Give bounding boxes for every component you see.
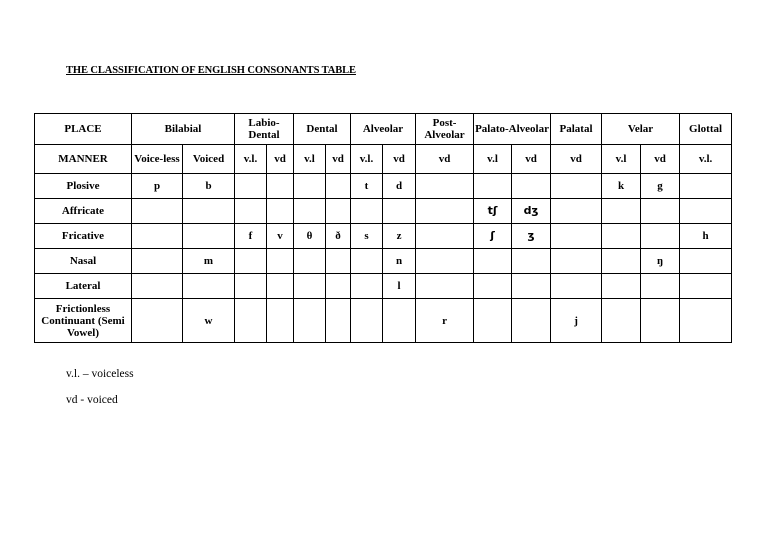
cell-lateral-alveolar-vd: l bbox=[383, 274, 416, 299]
legend-voiced: vd - voiced bbox=[66, 394, 118, 406]
manner-header-row bbox=[35, 145, 732, 174]
row-fricative bbox=[35, 224, 732, 249]
cell-plosive-velar-vd: g bbox=[641, 174, 680, 199]
voicing-palatal-vd: vd bbox=[551, 145, 602, 174]
cell-frictionless-dental-vl bbox=[294, 299, 326, 343]
cell-affricate-post-alveolar-vd bbox=[416, 199, 474, 224]
cell-affricate-velar-vl bbox=[602, 199, 641, 224]
cell-fricative-dental-vd: ð bbox=[326, 224, 351, 249]
cell-lateral-labio-dental-vd bbox=[267, 274, 294, 299]
cell-plosive-palato-alveolar-vd bbox=[512, 174, 551, 199]
manner-fricative: Fricative bbox=[35, 224, 132, 249]
cell-nasal-dental-vd bbox=[326, 249, 351, 274]
cell-lateral-dental-vd bbox=[326, 274, 351, 299]
row-plosive bbox=[35, 174, 732, 199]
voicing-alveolar-vd: vd bbox=[383, 145, 416, 174]
cell-frictionless-palato-alveolar-vd bbox=[512, 299, 551, 343]
cell-frictionless-dental-vd bbox=[326, 299, 351, 343]
place-post-alveolar: Post-Alveolar bbox=[416, 114, 474, 145]
cell-nasal-labio-dental-vl bbox=[235, 249, 267, 274]
consonants-table bbox=[34, 113, 732, 343]
cell-nasal-palato-alveolar-vl bbox=[474, 249, 512, 274]
cell-nasal-dental-vl bbox=[294, 249, 326, 274]
cell-affricate-labio-dental-vl bbox=[235, 199, 267, 224]
place-labio-dental: Labio-Dental bbox=[235, 114, 294, 145]
cell-fricative-bilabial-vl bbox=[132, 224, 183, 249]
voicing-velar-vd: vd bbox=[641, 145, 680, 174]
manner-lateral: Lateral bbox=[35, 274, 132, 299]
cell-fricative-labio-dental-vl: f bbox=[235, 224, 267, 249]
cell-plosive-palatal-vd bbox=[551, 174, 602, 199]
cell-affricate-palato-alveolar-vl: tʃ bbox=[474, 199, 512, 224]
cell-lateral-alveolar-vl bbox=[351, 274, 383, 299]
cell-nasal-labio-dental-vd bbox=[267, 249, 294, 274]
voicing-bilabial-vd: Voiced bbox=[183, 145, 235, 174]
cell-nasal-alveolar-vd: n bbox=[383, 249, 416, 274]
cell-nasal-alveolar-vl bbox=[351, 249, 383, 274]
document-title: THE CLASSIFICATION OF ENGLISH CONSONANTS TABLE bbox=[66, 65, 356, 76]
cell-affricate-palato-alveolar-vd: dʒ bbox=[512, 199, 551, 224]
cell-lateral-dental-vl bbox=[294, 274, 326, 299]
cell-frictionless-labio-dental-vd bbox=[267, 299, 294, 343]
cell-nasal-velar-vd: ŋ bbox=[641, 249, 680, 274]
cell-fricative-velar-vl bbox=[602, 224, 641, 249]
cell-plosive-dental-vl bbox=[294, 174, 326, 199]
cell-affricate-dental-vl bbox=[294, 199, 326, 224]
place-palatal: Palatal bbox=[551, 114, 602, 145]
cell-plosive-bilabial-vd: b bbox=[183, 174, 235, 199]
cell-frictionless-bilabial-vd: w bbox=[183, 299, 235, 343]
cell-lateral-palato-alveolar-vl bbox=[474, 274, 512, 299]
cell-affricate-bilabial-vl bbox=[132, 199, 183, 224]
row-nasal bbox=[35, 249, 732, 274]
cell-affricate-dental-vd bbox=[326, 199, 351, 224]
voicing-labio-dental-vl: v.l. bbox=[235, 145, 267, 174]
cell-plosive-velar-vl: k bbox=[602, 174, 641, 199]
cell-affricate-glottal-vl bbox=[680, 199, 732, 224]
cell-nasal-palatal-vd bbox=[551, 249, 602, 274]
place-label: PLACE bbox=[35, 114, 132, 145]
cell-frictionless-post-alveolar-vd: r bbox=[416, 299, 474, 343]
cell-fricative-palato-alveolar-vd: ʒ bbox=[512, 224, 551, 249]
cell-lateral-palato-alveolar-vd bbox=[512, 274, 551, 299]
cell-lateral-glottal-vl bbox=[680, 274, 732, 299]
cell-plosive-glottal-vl bbox=[680, 174, 732, 199]
row-frictionless bbox=[35, 299, 732, 343]
cell-fricative-post-alveolar-vd bbox=[416, 224, 474, 249]
cell-nasal-bilabial-vl bbox=[132, 249, 183, 274]
manner-plosive: Plosive bbox=[35, 174, 132, 199]
cell-plosive-labio-dental-vd bbox=[267, 174, 294, 199]
cell-affricate-bilabial-vd bbox=[183, 199, 235, 224]
cell-lateral-labio-dental-vl bbox=[235, 274, 267, 299]
place-bilabial: Bilabial bbox=[132, 114, 235, 145]
cell-frictionless-velar-vl bbox=[602, 299, 641, 343]
cell-affricate-alveolar-vd bbox=[383, 199, 416, 224]
cell-fricative-velar-vd bbox=[641, 224, 680, 249]
cell-plosive-post-alveolar-vd bbox=[416, 174, 474, 199]
cell-affricate-velar-vd bbox=[641, 199, 680, 224]
cell-nasal-velar-vl bbox=[602, 249, 641, 274]
voicing-velar-vl: v.l bbox=[602, 145, 641, 174]
voicing-glottal-vl: v.l. bbox=[680, 145, 732, 174]
cell-frictionless-palato-alveolar-vl bbox=[474, 299, 512, 343]
cell-nasal-bilabial-vd: m bbox=[183, 249, 235, 274]
manner-label: MANNER bbox=[35, 145, 132, 174]
cell-plosive-palato-alveolar-vl bbox=[474, 174, 512, 199]
voicing-dental-vl: v.l bbox=[294, 145, 326, 174]
cell-nasal-glottal-vl bbox=[680, 249, 732, 274]
cell-lateral-bilabial-vl bbox=[132, 274, 183, 299]
cell-frictionless-bilabial-vl bbox=[132, 299, 183, 343]
cell-frictionless-alveolar-vl bbox=[351, 299, 383, 343]
cell-plosive-alveolar-vl: t bbox=[351, 174, 383, 199]
cell-lateral-velar-vl bbox=[602, 274, 641, 299]
cell-frictionless-glottal-vl bbox=[680, 299, 732, 343]
cell-nasal-post-alveolar-vd bbox=[416, 249, 474, 274]
place-dental: Dental bbox=[294, 114, 351, 145]
cell-frictionless-palatal-vd: j bbox=[551, 299, 602, 343]
place-alveolar: Alveolar bbox=[351, 114, 416, 145]
voicing-alveolar-vl: v.l. bbox=[351, 145, 383, 174]
cell-plosive-dental-vd bbox=[326, 174, 351, 199]
cell-fricative-alveolar-vd: z bbox=[383, 224, 416, 249]
cell-frictionless-alveolar-vd bbox=[383, 299, 416, 343]
cell-frictionless-velar-vd bbox=[641, 299, 680, 343]
cell-fricative-alveolar-vl: s bbox=[351, 224, 383, 249]
place-header-row bbox=[35, 114, 732, 145]
cell-affricate-labio-dental-vd bbox=[267, 199, 294, 224]
voicing-dental-vd: vd bbox=[326, 145, 351, 174]
row-lateral bbox=[35, 274, 732, 299]
manner-nasal: Nasal bbox=[35, 249, 132, 274]
row-affricate bbox=[35, 199, 732, 224]
cell-lateral-post-alveolar-vd bbox=[416, 274, 474, 299]
cell-nasal-palato-alveolar-vd bbox=[512, 249, 551, 274]
cell-fricative-palatal-vd bbox=[551, 224, 602, 249]
voicing-bilabial-vl: Voice-less bbox=[132, 145, 183, 174]
cell-fricative-palato-alveolar-vl: ʃ bbox=[474, 224, 512, 249]
place-velar: Velar bbox=[602, 114, 680, 145]
cell-affricate-palatal-vd bbox=[551, 199, 602, 224]
cell-plosive-labio-dental-vl bbox=[235, 174, 267, 199]
cell-lateral-bilabial-vd bbox=[183, 274, 235, 299]
manner-affricate: Affricate bbox=[35, 199, 132, 224]
cell-lateral-velar-vd bbox=[641, 274, 680, 299]
voicing-labio-dental-vd: vd bbox=[267, 145, 294, 174]
voicing-palato-alveolar-vl: v.l bbox=[474, 145, 512, 174]
cell-plosive-alveolar-vd: d bbox=[383, 174, 416, 199]
cell-fricative-glottal-vl: h bbox=[680, 224, 732, 249]
place-glottal: Glottal bbox=[680, 114, 732, 145]
manner-frictionless: Frictionless Continuant (Semi Vowel) bbox=[35, 299, 132, 343]
voicing-post-alveolar-vd: vd bbox=[416, 145, 474, 174]
place-palato-alveolar: Palato-Alveolar bbox=[474, 114, 551, 145]
cell-lateral-palatal-vd bbox=[551, 274, 602, 299]
cell-fricative-dental-vl: θ bbox=[294, 224, 326, 249]
cell-fricative-bilabial-vd bbox=[183, 224, 235, 249]
cell-frictionless-labio-dental-vl bbox=[235, 299, 267, 343]
cell-fricative-labio-dental-vd: v bbox=[267, 224, 294, 249]
legend-voiceless: v.l. – voiceless bbox=[66, 368, 134, 380]
voicing-palato-alveolar-vd: vd bbox=[512, 145, 551, 174]
cell-plosive-bilabial-vl: p bbox=[132, 174, 183, 199]
cell-affricate-alveolar-vl bbox=[351, 199, 383, 224]
